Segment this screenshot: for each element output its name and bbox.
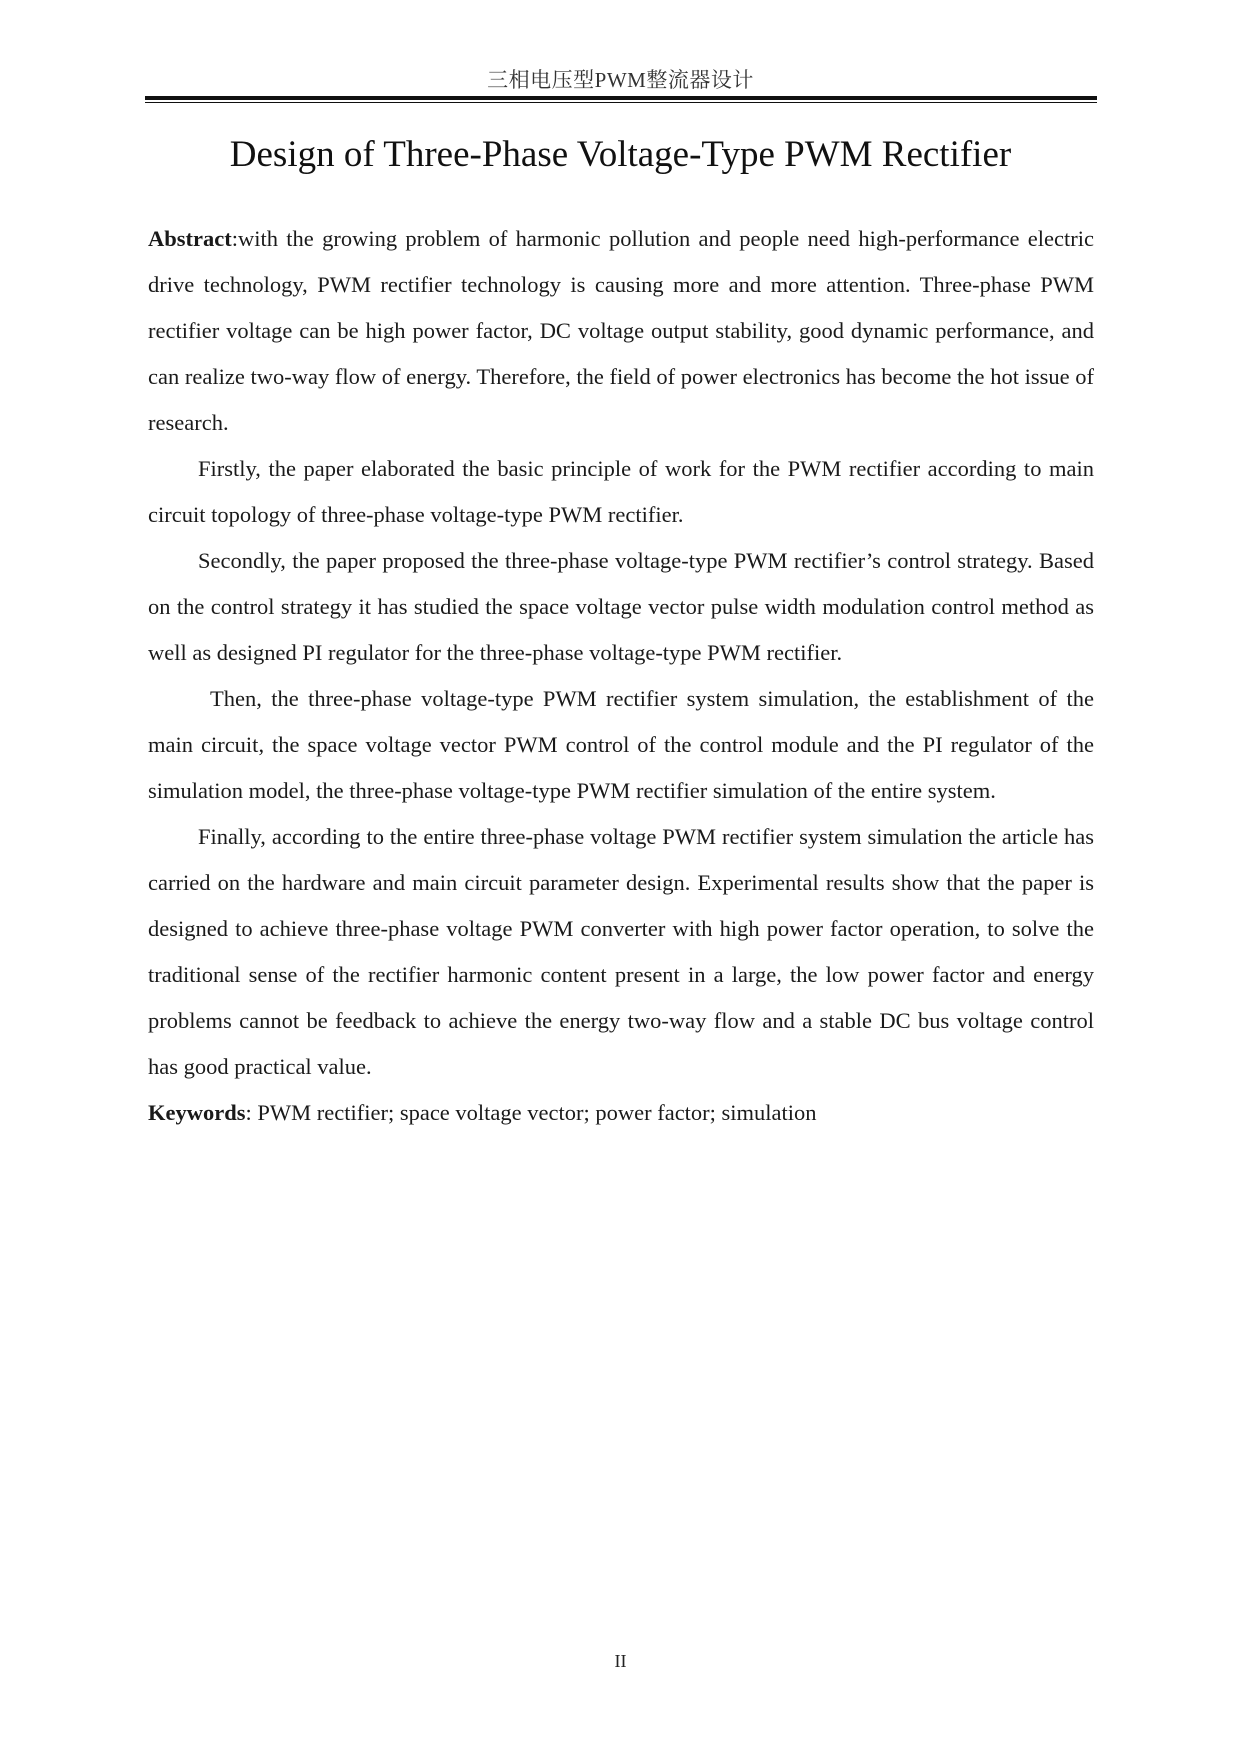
paragraph-finally: Finally, according to the entire three-phase voltage PWM rectifier system simulation the article has carried on the hardware and main circuit parameter design. Experimental results show that the paper is designed to achieve three-phase voltage PWM converter with high power factor operation, to solve the traditional sense of the rectifier harmonic content present in a large, the low power factor and energy problems cannot be feedback to achieve the energy two-way flow and a stable DC bus voltage control has good practical value. [148,824,1094,1079]
page-number: II [614,1651,627,1671]
keywords-label: Keywords [148,1100,246,1125]
page-title: Design of Three-Phase Voltage-Type PWM Rectifier [229,134,1012,175]
paragraph-secondly: Secondly, the paper proposed the three-phase voltage-type PWM rectifier’s control strategy. Based on the control strategy it has studied the space voltage vector pulse width modulation control method as well as designed PI regulator for the three-phase voltage-type PWM rectifier. [148,548,1094,665]
abstract-text: :with the growing problem of harmonic pollution and people need high-performance electric drive technology, PWM rectifier technology is causing more and more attention. Three-phase PWM rectifier voltage can be high power factor, DC voltage output stability, good dynamic performance, and can realize two-way flow of energy. Therefore, the field of power electronics has become the hot issue of research. [148,226,1094,435]
keywords-text: : PWM rectifier; space voltage vector; power factor; simulation [245,1100,817,1125]
paragraph-then: Then, the three-phase voltage-type PWM rectifier system simulation, the establishment of the main circuit, the space voltage vector PWM control of the control module and the PI regulator of the simulation model, the three-phase voltage-type PWM rectifier simulation of the entire system. [148,686,1094,803]
abstract-body [148,216,1094,1136]
paragraph-firstly: Firstly, the paper elaborated the basic principle of work for the PWM rectifier according to main circuit topology of three-phase voltage-type PWM rectifier. [148,456,1094,527]
header-rule-thin [145,102,1097,103]
abstract-label: Abstract [148,226,232,251]
abstract-paragraph [148,216,1094,446]
keywords-line [148,1090,1094,1136]
running-header: 三相电压型PWM整流器设计 [487,68,754,92]
header-rule-thick [145,96,1097,100]
